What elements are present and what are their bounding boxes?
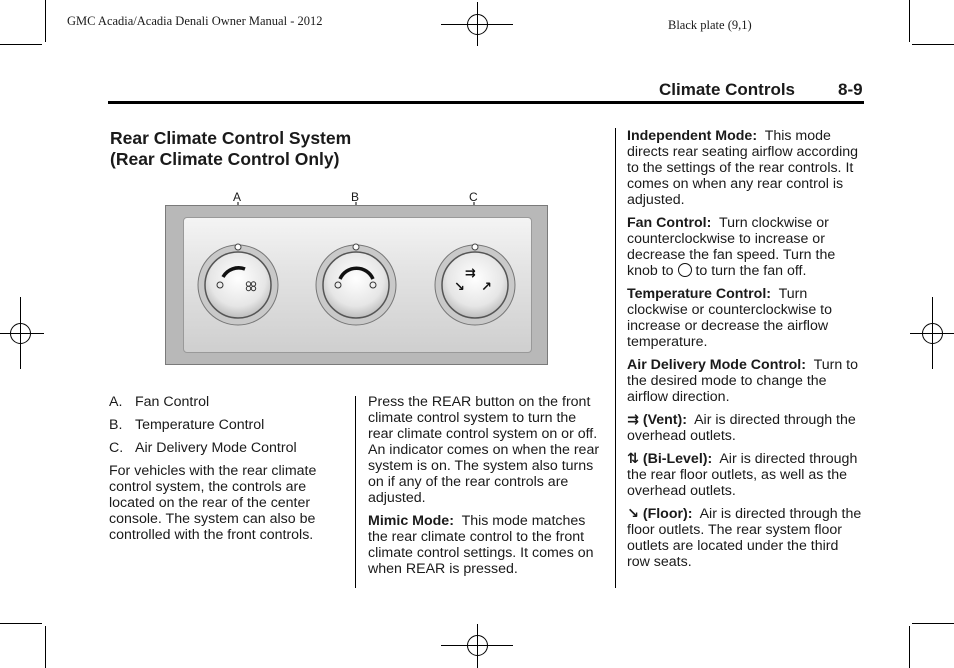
bilevel-mode-icon: ⇅ (627, 451, 639, 467)
section-title (110, 128, 351, 170)
independent-mode-paragraph (627, 128, 863, 208)
vent-term: (Vent): (642, 412, 687, 428)
section-title-line2: (Rear Climate Control Only) (110, 149, 340, 169)
floor-term: (Floor): (642, 506, 693, 522)
floor-paragraph (627, 506, 863, 570)
independent-mode-term: Independent Mode: (627, 128, 758, 144)
callout-letter: B. (109, 417, 123, 433)
callout-letter: C. (109, 440, 124, 456)
mimic-mode-paragraph (368, 513, 604, 577)
plate-label: Black plate (9,1) (668, 18, 752, 32)
rear-button-paragraph: Press the REAR button on the front climate control system to turn the rear climate control system on or off. An indicator comes on when the rear system is on. The system also turns on if any of the rear controls are adjusted. (368, 394, 600, 506)
bilevel-term: (Bi-Level): (642, 451, 713, 467)
bilevel-paragraph (627, 451, 863, 499)
crop-mark (909, 0, 910, 42)
svg-text:↗: ↗ (481, 280, 492, 295)
vent-mode-icon: ⇉ (627, 412, 639, 428)
air-delivery-text: Turn to the desired mode to change the airflow direction. (627, 357, 859, 405)
mimic-mode-text: This mode matches the rear climate control to the front climate control settings. It comes on when REAR is pressed. (368, 513, 594, 577)
temperature-control-knob[interactable] (316, 244, 396, 325)
crop-mark (912, 44, 954, 45)
registration-mark (10, 323, 31, 344)
crop-mark (45, 626, 46, 668)
running-head-section: Climate Controls (659, 80, 796, 99)
circle-off-icon (678, 263, 692, 277)
column-1 (109, 394, 344, 550)
svg-text:⇉: ⇉ (465, 266, 476, 281)
floor-mode-icon: ↘ (627, 506, 639, 522)
svg-text:↘: ↘ (454, 280, 465, 295)
fan-control-paragraph (627, 215, 863, 279)
callout-c (109, 440, 344, 456)
air-delivery-term: Air Delivery Mode Control: (627, 357, 806, 373)
fan-control-text: Turn clockwise or counterclockwise to increase or decrease the fan speed. Turn the knob to (627, 215, 836, 279)
crop-mark (0, 44, 42, 45)
section-title-line1: Rear Climate Control System (110, 128, 352, 148)
temperature-control-term: Temperature Control: (627, 286, 771, 302)
knob-label-a: A (233, 190, 242, 204)
column-2 (368, 394, 604, 584)
independent-mode-text: This mode directs rear seating airflow according to the settings of the rear controls. It comes on when any rear control is adjusted. (627, 128, 859, 208)
floor-text: Air is directed through the floor outlets. The rear system floor outlets are located under the third row seats. (627, 506, 862, 570)
registration-mark (467, 635, 488, 656)
panel-knobs (183, 217, 532, 353)
column-rule (615, 128, 616, 588)
air-delivery-paragraph (627, 357, 863, 405)
callout-a (109, 394, 344, 410)
temperature-control-paragraph (627, 286, 863, 350)
fan-control-term: Fan Control: (627, 215, 712, 231)
callout-text: Fan Control (135, 394, 210, 410)
fan-control-knob[interactable] (198, 244, 278, 325)
callout-letter: A. (109, 394, 123, 410)
registration-mark (467, 14, 488, 35)
page-number: 8-9 (838, 80, 863, 99)
vent-paragraph (627, 412, 863, 444)
bilevel-text: Air is directed through the rear floor outlets, as well as the overhead outlets. (627, 451, 858, 499)
vent-text: Air is directed through the overhead outlets. (627, 412, 856, 444)
temperature-control-text: Turn clockwise or counterclockwise to increase or decrease the airflow temperature. (627, 286, 833, 350)
column-rule (355, 396, 356, 588)
knob-label-b: B (351, 190, 360, 204)
registration-mark (922, 323, 943, 344)
callout-text: Air Delivery Mode Control (135, 440, 297, 456)
callout-text: Temperature Control (135, 417, 265, 433)
column-3 (627, 128, 863, 577)
knob-label-c: C (469, 190, 478, 204)
header-rule (108, 101, 864, 104)
crop-mark (909, 626, 910, 668)
fan-control-text-end: to turn the fan off. (695, 263, 807, 279)
crop-mark (912, 623, 954, 624)
crop-mark (0, 623, 42, 624)
mimic-mode-term: Mimic Mode: (368, 513, 454, 529)
crop-mark (45, 0, 46, 42)
air-delivery-mode-knob[interactable] (435, 244, 515, 325)
callout-b (109, 417, 344, 433)
intro-paragraph: For vehicles with the rear climate control system, the controls are located on the rear of the center console. The system can also be controlled with the front controls. (109, 463, 317, 543)
manual-title: GMC Acadia/Acadia Denali Owner Manual - 2012 (67, 14, 323, 28)
